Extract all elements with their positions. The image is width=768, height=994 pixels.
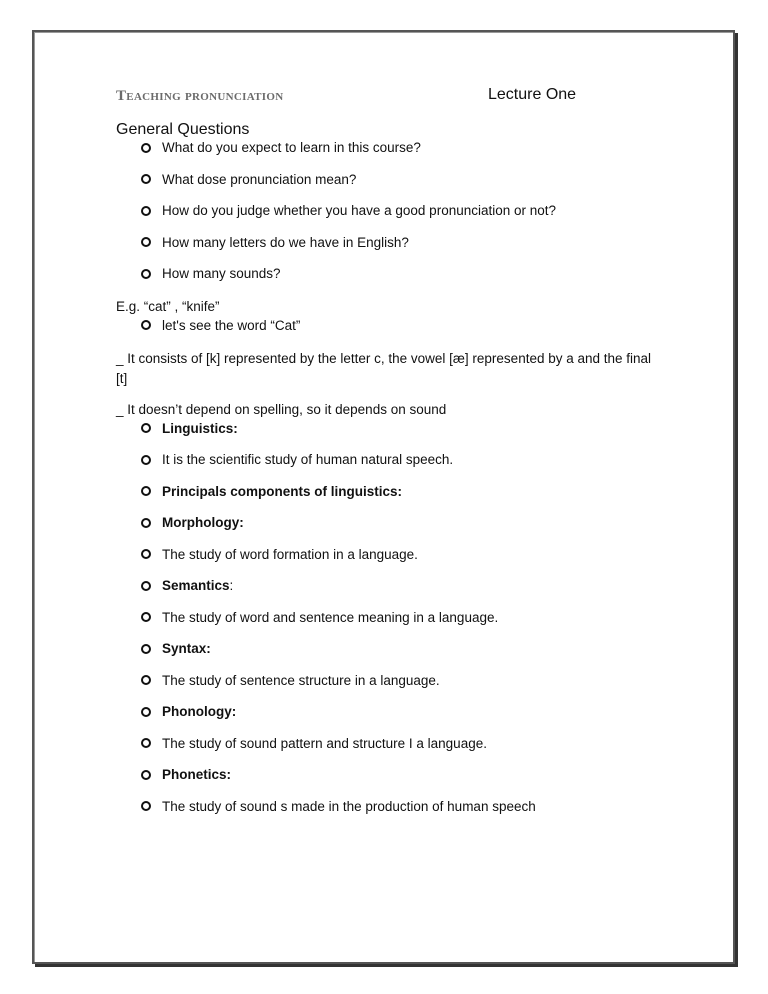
explanation-paragraph: _ It consists of [k] represented by the letter c, the vowel [æ] represented by a and the final [t] bbox=[116, 350, 652, 386]
bullet-circle-icon bbox=[141, 486, 151, 496]
example-line: E.g. “cat” , “knife” bbox=[116, 298, 220, 314]
list-item: The study of sound s made in the production of human speech bbox=[116, 798, 676, 816]
bullet-circle-icon bbox=[141, 269, 151, 279]
section-heading: General Questions bbox=[116, 121, 250, 138]
bullet-circle-icon bbox=[141, 581, 151, 591]
bullet-circle-icon bbox=[141, 707, 151, 717]
list-item: Syntax: bbox=[116, 640, 676, 658]
linguistics-list bbox=[116, 420, 676, 816]
list-item: Phonetics: bbox=[116, 766, 676, 784]
list-item: Morphology: bbox=[116, 514, 676, 532]
bullet-circle-icon bbox=[141, 644, 151, 654]
document-title: Teaching pronunciation bbox=[116, 88, 284, 104]
bullet-circle-icon bbox=[141, 320, 151, 330]
lecture-label: Lecture One bbox=[488, 86, 577, 103]
list-item: The study of sound pattern and structure I a language. bbox=[116, 735, 676, 753]
list-item: Semantics: bbox=[116, 577, 676, 595]
bullet-circle-icon bbox=[141, 174, 151, 184]
bullet-circle-icon bbox=[141, 612, 151, 622]
bullet-circle-icon bbox=[141, 738, 151, 748]
bullet-circle-icon bbox=[141, 143, 151, 153]
bullet-circle-icon bbox=[141, 801, 151, 811]
list-item: What do you expect to learn in this course? bbox=[116, 139, 676, 157]
cat-list bbox=[116, 317, 676, 335]
list-item: What dose pronunciation mean? bbox=[116, 171, 676, 189]
bullet-circle-icon bbox=[141, 675, 151, 685]
questions-list bbox=[116, 139, 676, 283]
list-item: It is the scientific study of human natural speech. bbox=[116, 451, 676, 469]
explanation-paragraph: _ It doesn’t depend on spelling, so it depends on sound bbox=[116, 401, 447, 417]
list-item: The study of sentence structure in a language. bbox=[116, 672, 676, 690]
document-content bbox=[116, 86, 676, 829]
list-item: How many sounds? bbox=[116, 265, 676, 283]
list-item: How many letters do we have in English? bbox=[116, 234, 676, 252]
list-item: Linguistics: bbox=[116, 420, 676, 438]
list-item: The study of word and sentence meaning in a language. bbox=[116, 609, 676, 627]
list-item: How do you judge whether you have a good pronunciation or not? bbox=[116, 202, 676, 220]
bullet-circle-icon bbox=[141, 518, 151, 528]
list-item: The study of word formation in a language. bbox=[116, 546, 676, 564]
list-item: Principals components of linguistics: bbox=[116, 483, 676, 501]
bullet-circle-icon bbox=[141, 455, 151, 465]
bullet-circle-icon bbox=[141, 549, 151, 559]
bullet-circle-icon bbox=[141, 206, 151, 216]
document-header bbox=[116, 86, 676, 112]
bullet-circle-icon bbox=[141, 423, 151, 433]
bullet-circle-icon bbox=[141, 770, 151, 780]
bullet-circle-icon bbox=[141, 237, 151, 247]
list-item: Phonology: bbox=[116, 703, 676, 721]
list-item: let's see the word “Cat” bbox=[116, 317, 676, 335]
